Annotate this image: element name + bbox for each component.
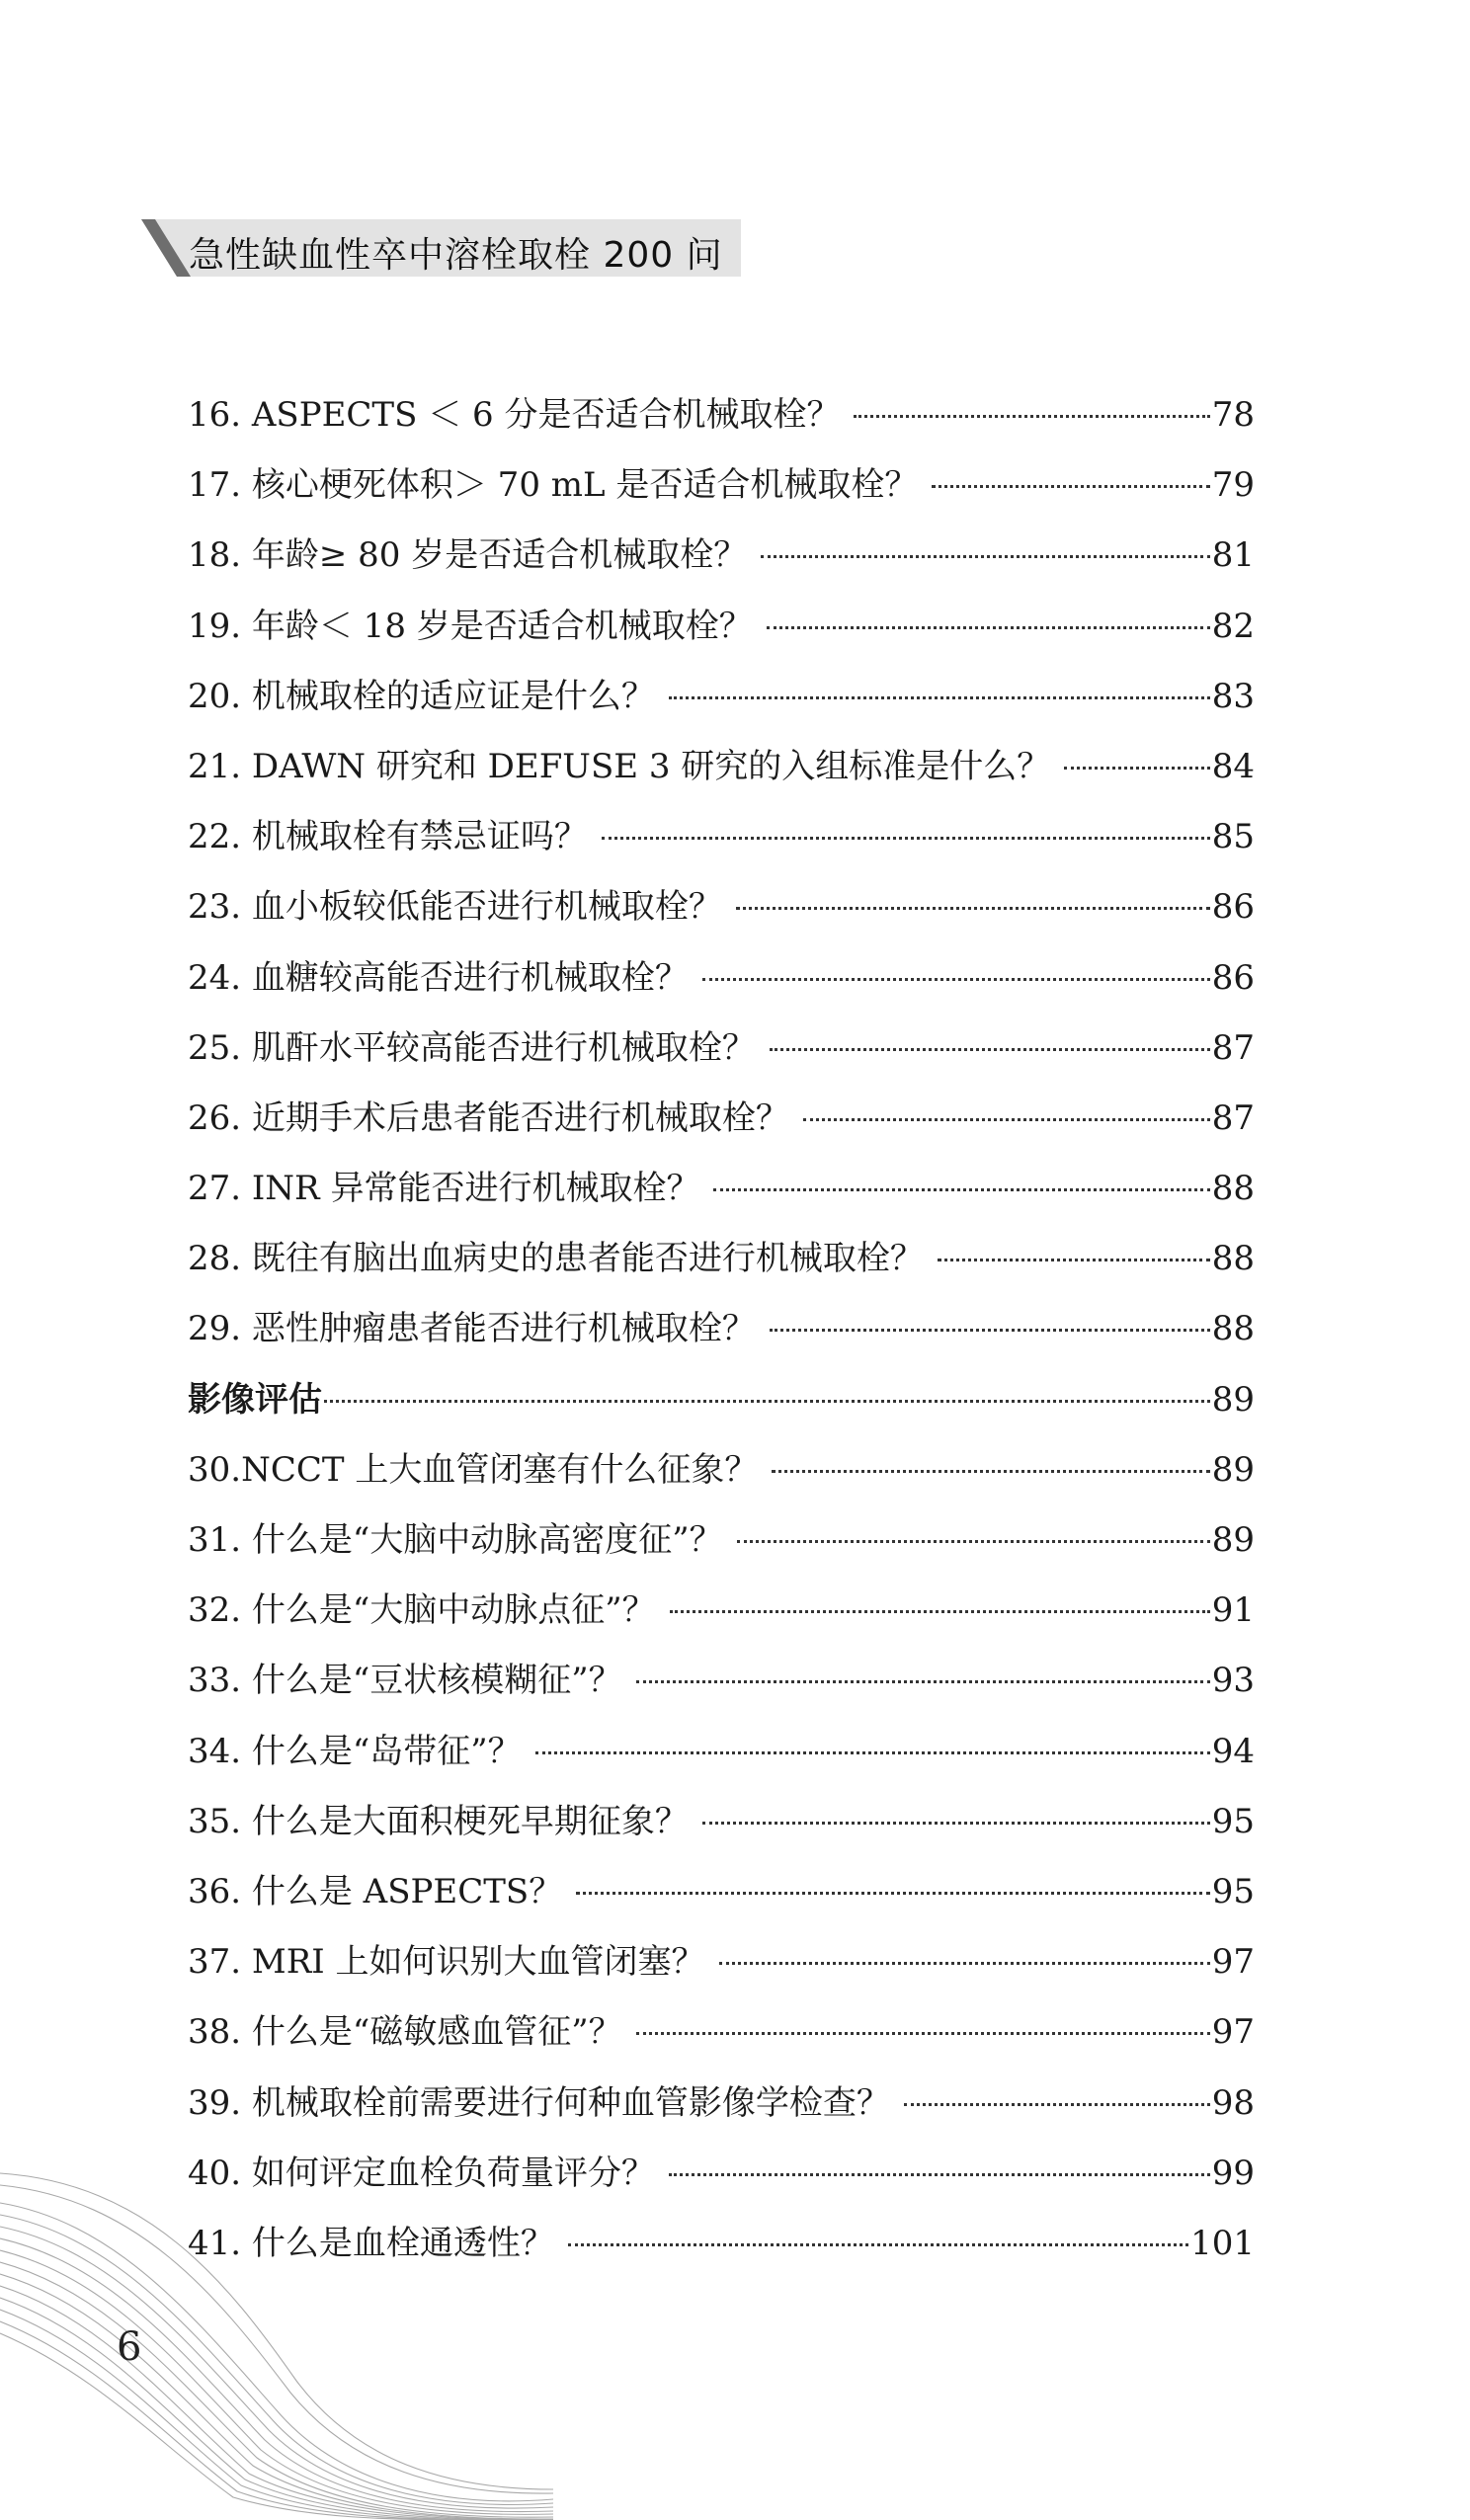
dot-leader: [938, 1257, 1210, 1261]
dot-leader: [761, 553, 1209, 558]
dot-leader: [669, 694, 1210, 699]
toc-entry-page: 95: [1211, 1801, 1255, 1841]
toc-entry-page: 99: [1211, 2153, 1255, 2193]
table-of-contents: [188, 380, 1255, 2279]
dot-leader: [767, 624, 1210, 629]
dot-leader: [568, 2241, 1188, 2246]
toc-entry-page: 87: [1211, 1097, 1255, 1138]
toc-entry[interactable]: [188, 1717, 1255, 1787]
dot-leader: [803, 1116, 1210, 1121]
toc-entry-title: 19. 年龄＜ 18 岁是否适合机械取栓？: [188, 606, 753, 646]
toc-entry-page: 89: [1211, 1520, 1255, 1560]
toc-entry[interactable]: [188, 1505, 1255, 1576]
dot-leader: [736, 905, 1210, 910]
toc-entry[interactable]: [188, 662, 1255, 732]
toc-entry[interactable]: [188, 2069, 1255, 2139]
dot-leader: [636, 1678, 1210, 1683]
toc-entry-title: 41. 什么是血栓通透性？: [188, 2223, 554, 2263]
toc-entry-title: 39. 机械取栓前需要进行何种血管影像学检查？: [188, 2082, 890, 2123]
toc-entry[interactable]: [188, 872, 1255, 942]
toc-entry-title: 34. 什么是“岛带征”？: [188, 1731, 522, 1771]
toc-entry-page: 87: [1211, 1027, 1255, 1068]
toc-entry-title: 17. 核心梗死体积＞ 70 mL 是否适合机械取栓？: [188, 465, 919, 506]
dot-leader: [324, 1398, 1210, 1403]
toc-entry-page: 95: [1211, 1871, 1255, 1911]
toc-entry-title: 26. 近期手术后患者能否进行机械取栓？: [188, 1097, 789, 1138]
toc-entry-title: 22. 机械取栓有禁忌证吗？: [188, 817, 588, 857]
toc-entry[interactable]: [188, 1576, 1255, 1646]
toc-entry[interactable]: [188, 1294, 1255, 1364]
toc-entry[interactable]: [188, 943, 1255, 1014]
toc-entry-page: 86: [1211, 887, 1255, 928]
toc-entry-title: 16. ASPECTS ＜ 6 分是否适合机械取栓？: [188, 395, 841, 435]
toc-entry-page: 78: [1211, 395, 1255, 435]
toc-entry[interactable]: [188, 1084, 1255, 1154]
toc-entry[interactable]: [188, 592, 1255, 662]
toc-entry-page: 89: [1211, 1449, 1255, 1490]
dot-leader: [535, 1749, 1210, 1754]
toc-entry-page: 79: [1211, 465, 1255, 506]
dot-leader: [770, 1046, 1210, 1051]
toc-entry[interactable]: [188, 802, 1255, 872]
toc-entry-page: 101: [1190, 2223, 1255, 2263]
dot-leader: [854, 413, 1209, 418]
dot-leader: [904, 2101, 1210, 2106]
toc-entry-title: 38. 什么是“磁敏感血管征”？: [188, 2012, 622, 2053]
toc-entry[interactable]: [188, 521, 1255, 591]
dot-leader: [719, 1960, 1210, 1965]
dot-leader: [576, 1890, 1210, 1895]
toc-entry-title: 32. 什么是“大脑中动脉点征”？: [188, 1590, 656, 1631]
dot-leader: [737, 1538, 1210, 1543]
dot-leader: [770, 1327, 1210, 1332]
toc-entry[interactable]: [188, 1014, 1255, 1084]
toc-entry-page: 97: [1211, 1942, 1255, 1983]
toc-entry-page: 85: [1211, 817, 1255, 857]
dot-leader: [602, 835, 1210, 840]
toc-entry-page: 93: [1211, 1661, 1255, 1701]
toc-entry-page: 97: [1211, 2012, 1255, 2053]
toc-entry-page: 88: [1211, 1239, 1255, 1279]
dot-leader: [932, 483, 1209, 488]
book-title: 急性缺血性卒中溶栓取栓 200 问: [189, 235, 723, 276]
toc-entry-page: 86: [1211, 957, 1255, 998]
toc-entry[interactable]: [188, 1997, 1255, 2068]
toc-entry-title: 35. 什么是大面积梗死早期征象？: [188, 1801, 689, 1841]
decorative-wave-lines: [0, 2163, 553, 2520]
toc-entry-title: 20. 机械取栓的适应证是什么？: [188, 676, 655, 716]
toc-entry-title: 40. 如何评定血栓负荷量评分？: [188, 2153, 655, 2193]
page-number: 6: [117, 2324, 142, 2370]
toc-entry-page: 98: [1211, 2082, 1255, 2123]
toc-entry-title: 37. MRI 上如何识别大血管闭塞？: [188, 1942, 705, 1983]
toc-entry-title: 29. 恶性肿瘤患者能否进行机械取栓？: [188, 1309, 756, 1349]
dot-leader: [1064, 765, 1209, 770]
toc-entry-page: 88: [1211, 1169, 1255, 1209]
dot-leader: [772, 1468, 1209, 1473]
toc-entry[interactable]: [188, 1224, 1255, 1294]
toc-entry-title: 36. 什么是 ASPECTS？: [188, 1871, 563, 1911]
toc-entry[interactable]: [188, 1154, 1255, 1224]
toc-entry-page: 81: [1211, 535, 1255, 576]
toc-entry-title: 27. INR 异常能否进行机械取栓？: [188, 1169, 700, 1209]
dot-leader: [702, 976, 1210, 981]
toc-entry-page: 84: [1211, 746, 1255, 786]
toc-entry-page: 83: [1211, 676, 1255, 716]
toc-entry[interactable]: [188, 1857, 1255, 1927]
toc-section-heading[interactable]: [188, 1365, 1255, 1435]
dot-leader: [636, 2030, 1210, 2035]
toc-entry[interactable]: [188, 450, 1255, 521]
toc-entry-title: 28. 既往有脑出血病史的患者能否进行机械取栓？: [188, 1239, 924, 1279]
dot-leader: [702, 1820, 1210, 1825]
toc-entry[interactable]: [188, 1787, 1255, 1857]
toc-entry-title: 31. 什么是“大脑中动脉高密度征”？: [188, 1520, 723, 1560]
dot-leader: [713, 1186, 1209, 1191]
toc-entry[interactable]: [188, 1927, 1255, 1997]
toc-entry-title: 18. 年龄≥ 80 岁是否适合机械取栓？: [188, 535, 748, 576]
toc-entry-title: 25. 肌酐水平较高能否进行机械取栓？: [188, 1027, 756, 1068]
dot-leader: [670, 1608, 1210, 1613]
toc-entry[interactable]: [188, 1646, 1255, 1716]
toc-entry-title: 21. DAWN 研究和 DEFUSE 3 研究的入组标准是什么？: [188, 746, 1051, 786]
toc-entry-page: 88: [1211, 1309, 1255, 1349]
toc-entry-title: 23. 血小板较低能否进行机械取栓？: [188, 887, 722, 928]
toc-entry-title: 24. 血糖较高能否进行机械取栓？: [188, 957, 689, 998]
toc-entry-title: 30.NCCT 上大血管闭塞有什么征象？: [188, 1449, 759, 1490]
toc-entry-page: 94: [1211, 1731, 1255, 1771]
toc-entry-page: 82: [1211, 606, 1255, 646]
toc-entry-title: 影像评估: [188, 1379, 322, 1420]
running-header: [141, 219, 741, 277]
toc-entry[interactable]: [188, 732, 1255, 802]
toc-entry-title: 33. 什么是“豆状核模糊征”？: [188, 1661, 622, 1701]
toc-entry-page: 89: [1211, 1379, 1255, 1420]
toc-entry[interactable]: [188, 380, 1255, 450]
dot-leader: [669, 2171, 1210, 2176]
toc-entry[interactable]: [188, 1435, 1255, 1505]
toc-entry-page: 91: [1211, 1590, 1255, 1631]
